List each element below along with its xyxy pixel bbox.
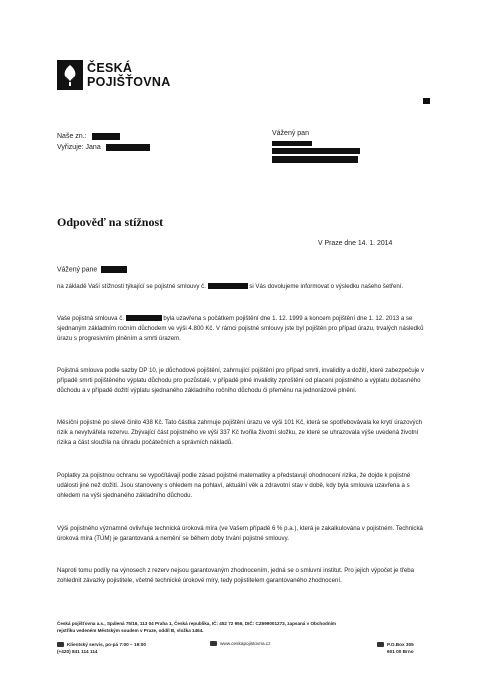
handler-label: Vyřizuje: Jana — [57, 144, 101, 151]
redacted-handler — [106, 144, 150, 151]
redacted-address — [272, 141, 360, 163]
reference-block — [57, 131, 150, 153]
redacted-policy-number-2 — [126, 315, 162, 321]
phone-icon — [57, 642, 64, 647]
company-emblem-icon — [57, 60, 83, 90]
recipient-salutation: Vážený pan — [272, 130, 309, 137]
redacted-policy-number-1 — [208, 283, 248, 289]
mail-icon — [377, 642, 384, 647]
redacted-address-line-2 — [272, 148, 360, 154]
footer-web[interactable]: www.ceskapojistovna.cz — [220, 641, 271, 646]
footer-pobox: P.O.Box 305 — [387, 642, 414, 647]
footer-line-2: rejstříku vedeném Městským soudem v Praze, oddíl B, vložka 1464. — [57, 628, 204, 633]
p2-part-a: Vaše pojistná smlouva č. — [57, 315, 124, 322]
brand-line-1: ČESKÁ — [87, 61, 133, 75]
footer-line-1: Česká pojišťovna a.s., Spálená 75/16, 113 04 Praha 1, Česká republika, IČ: 452 72 956, DIČ: CZ699001273, zapsaná v Obchodním — [57, 621, 336, 626]
p1-part-b: si Vás dovolujeme informovat o výsledku našeho šetření. — [249, 283, 404, 290]
recipient-block — [272, 128, 360, 163]
paragraph-2 — [57, 314, 427, 345]
footer-service — [57, 641, 146, 655]
redaction-top-right — [423, 98, 430, 104]
redacted-name — [101, 266, 127, 273]
footer-phone: (+420) 841 114 114 — [57, 649, 98, 654]
our-ref-label: Naše zn.: — [57, 133, 87, 140]
company-logo — [57, 60, 187, 100]
salutation-text: Vážený pane — [57, 266, 98, 274]
footer-contacts — [57, 641, 447, 669]
redacted-address-line-1 — [272, 141, 312, 146]
letter-title: Odpověď na stížnost — [57, 215, 164, 229]
handler-row — [57, 142, 150, 153]
brand-line-2: POJIŠŤOVNA — [87, 75, 171, 89]
p1-part-a: na základě Vaší stížnosti týkající se pojistné smlouvy č. — [57, 283, 206, 290]
paragraph-4: Měsíční pojistné po slevě činilo 438 Kč. Tato částka zahrnuje pojištění úrazu ve výši 101 Kč, která se spotřebovávala ke krytí úrazových rizik a nevytvářela rezervu. Zbývající část pojistného ve výši 337 Kč tvořila životní složku, ze které se uhrazovala výše uvedená životní rizika a část sloužila na úhradu počátečních a správních nákladů. — [57, 419, 423, 447]
footer-web-block — [210, 641, 271, 646]
paragraph-1 — [57, 282, 427, 292]
our-ref-row — [57, 131, 150, 142]
footer-company-info — [57, 620, 447, 634]
p2-part-b: byla uzavřena s počátkem pojištění dne 1. 12. 1999 a koncem pojištění dne 1. 12. 2013 a se sjednaným základním ročním důchodem ve výši 4.800 Kč. V rámci pojistné smlouvy jste byl pojištěn pro případ úrazu, trvalých následků úrazu s progresivním plněním a smrti úrazem. — [57, 315, 424, 343]
paragraph-3: Pojistná smlouva podle sazby DP 10, je důchodové pojištění, zahrnující pojištění pro případ smrti, invalidity a dožití, které zabezpečuje v případě smrti pojištěného výplatu důchodu pro pozůstalé, v případě plné invalidity zproštění od placení pojistného a výplatu dočasného důchodu a v případě dožití výplatu sjednaného základního ročního důchodu či přeměnu na jednorázové plnění. — [57, 367, 425, 395]
letter-date: V Praze dne 14. 1. 2014 — [318, 240, 393, 247]
paragraph-7: Naproti tomu podíly na výnosech z rezerv nejsou garantovaným zhodnocením, jedná se o smluvní institut. Pro jejich výpočet je třeba zohlednit závazky pojistitele, včetně technické úrokové míry, tedy pojistitelem garantovaného zhodnocení. — [57, 567, 415, 585]
redacted-address-line-3 — [272, 156, 358, 163]
paragraph-5: Poplatky za pojistnou ochranu se vypočítávají podle zásad pojistné matematiky a představují ohodnocení rizika, že dojde k pojistné události jiné než dožití. Jsou stanoveny s ohledem na pohlaví, aktuální věk a zdravotní stav v době, kdy byla smlouva uzavřena a s ohledem na výši sjednaného základního důchodu. — [57, 472, 411, 500]
footer-address — [377, 641, 414, 655]
footer-service-label: Klientský servis, po-pá 7:00 – 19:00 — [67, 642, 146, 647]
letter-salutation — [57, 266, 127, 273]
web-icon — [210, 641, 217, 646]
redacted-ref — [92, 133, 120, 140]
paragraph-6: Výši pojistného významně ovlivňuje technická úroková míra (ve Vašem případě 6 % p.a.), která je zakalkulována v pojistném. Technická úroková míra (TÚM) je garantovaná a nemění se během doby trvání pojistné smlouvy. — [57, 525, 423, 543]
footer-city: 601 00 Brno — [387, 649, 414, 654]
